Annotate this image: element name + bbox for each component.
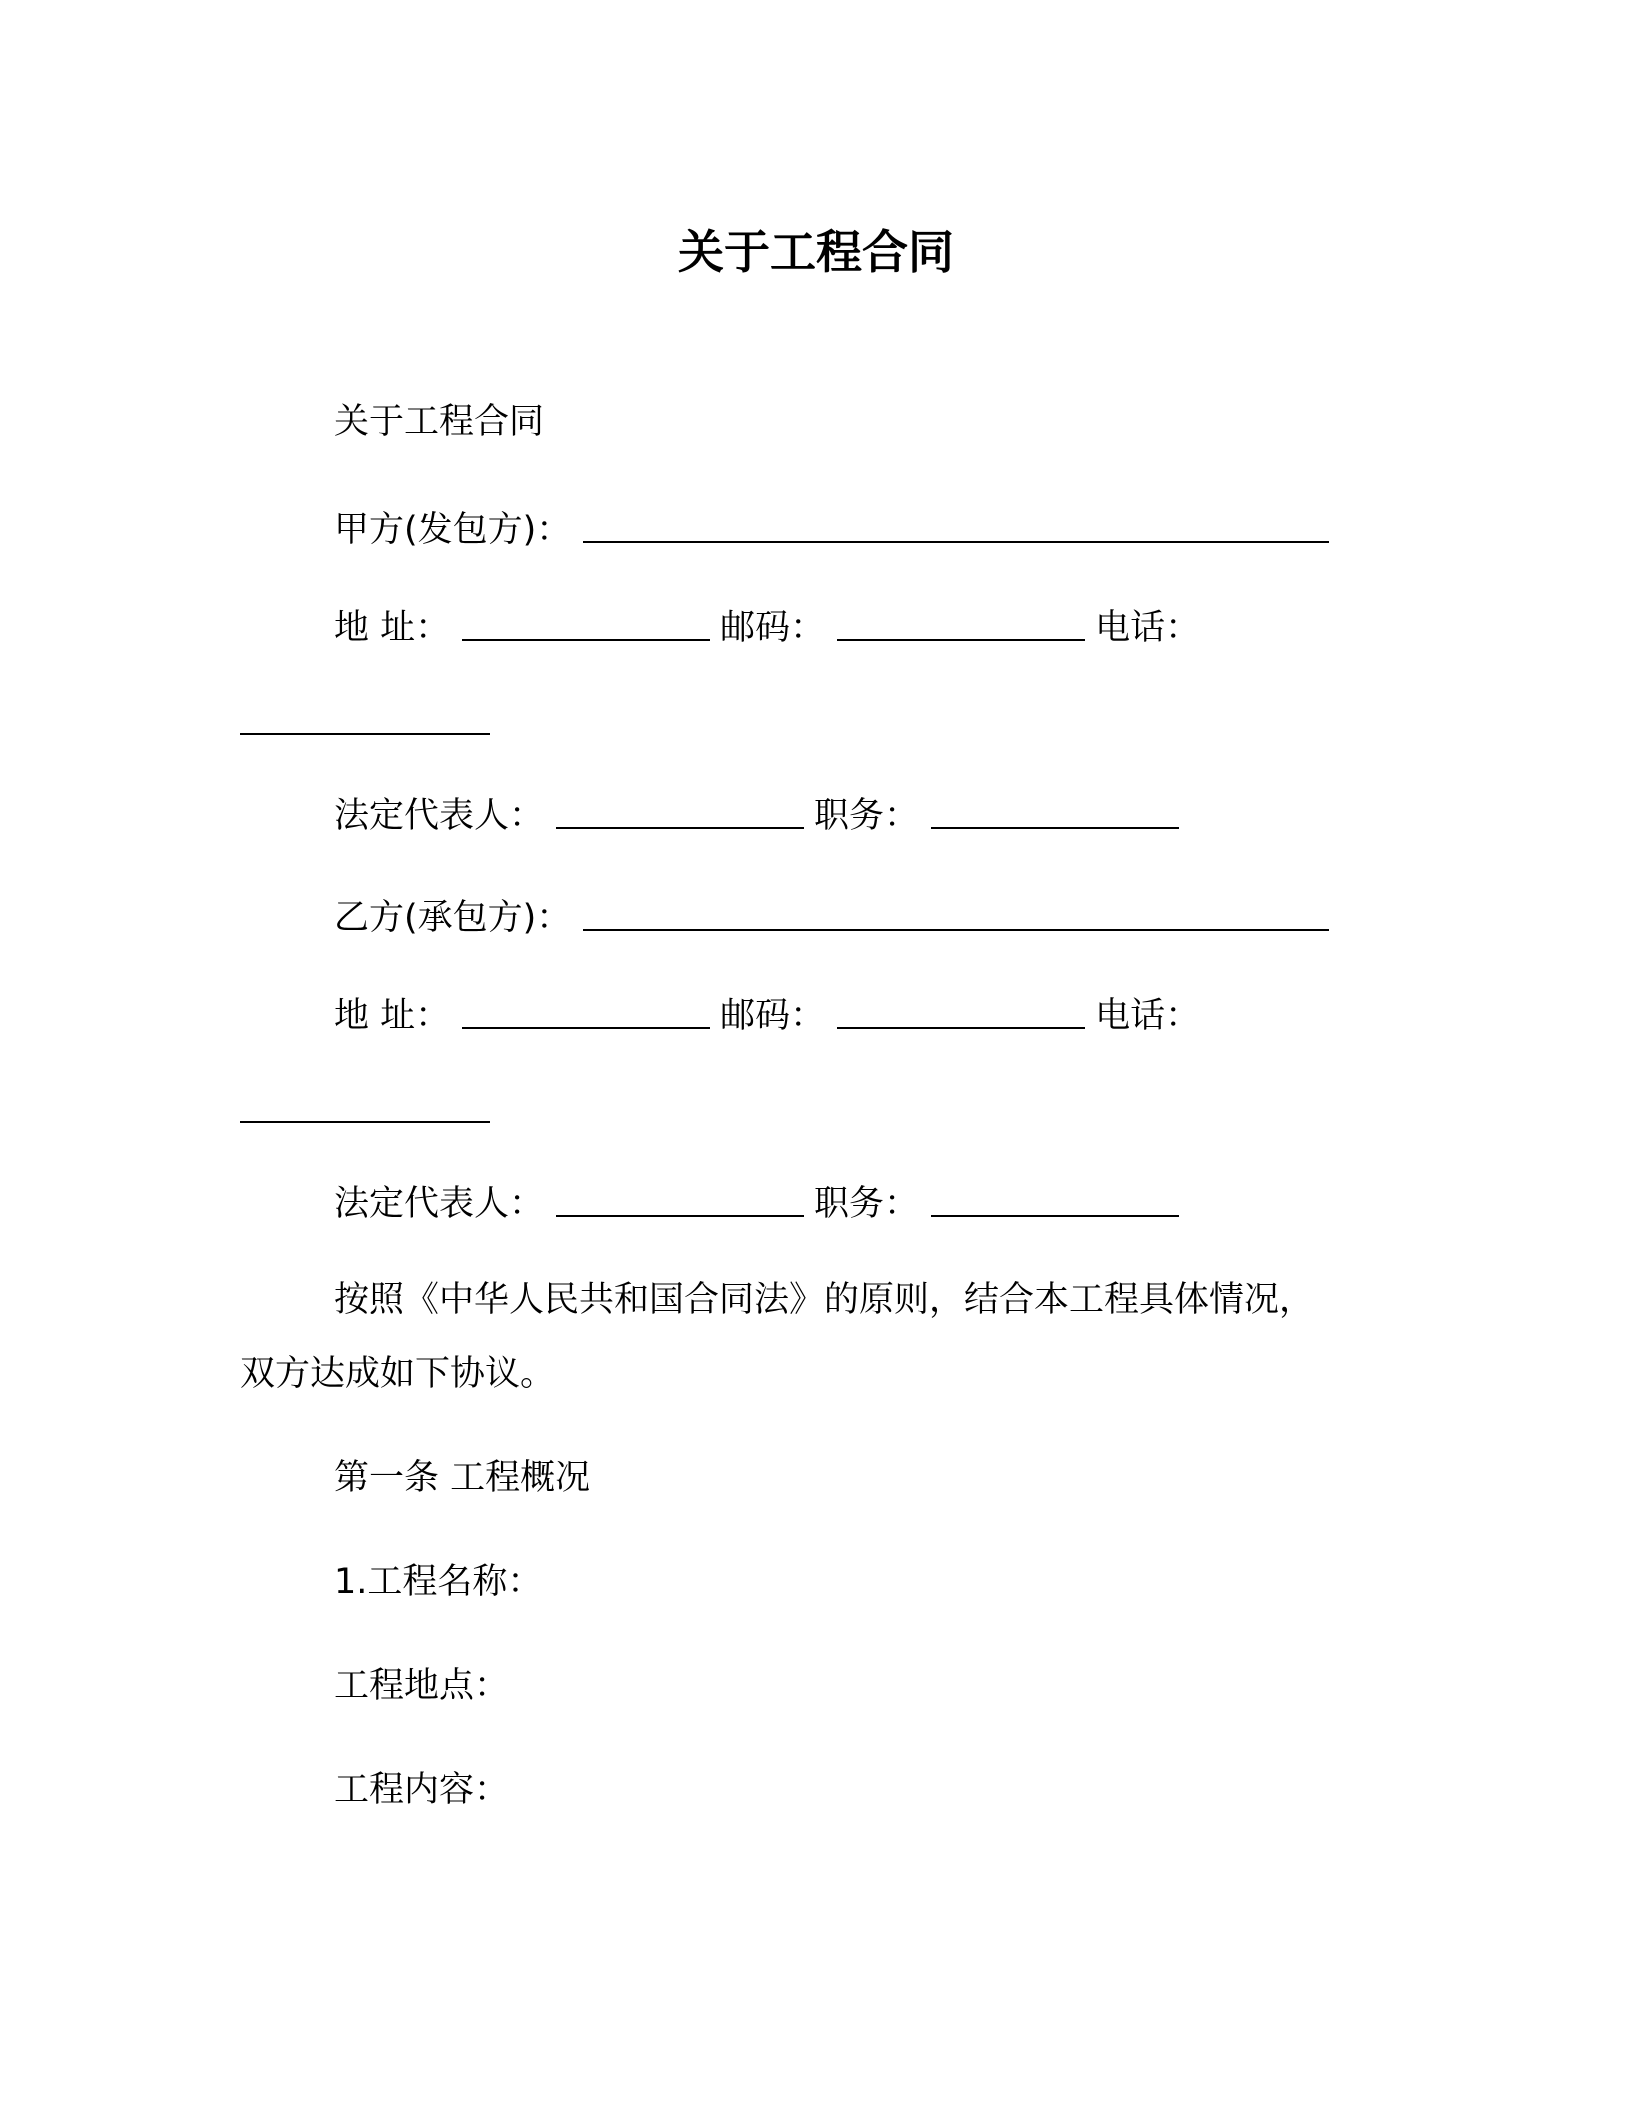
party-b-rep-label: 法定代表人： <box>334 1184 545 1224</box>
party-a-contact-line <box>334 606 1200 650</box>
party-a-address-blank[interactable] <box>462 609 710 641</box>
party-a-line <box>334 508 1329 552</box>
project-name-label: 1.工程名称： <box>334 1562 543 1602</box>
party-a-address-label: 地 址： <box>334 608 451 648</box>
article-1-heading: 第一条 工程概况 <box>334 1458 591 1498</box>
party-a-rep-line <box>334 794 1179 838</box>
party-a-position-blank[interactable] <box>931 797 1179 829</box>
preamble-line-1: 按照《中华人民共和国合同法》的原则，结合本工程具体情况， <box>334 1280 1315 1320</box>
preamble-line-2: 双方达成如下协议。 <box>240 1354 556 1394</box>
party-b-address-blank[interactable] <box>462 997 710 1029</box>
project-content-label: 工程内容： <box>334 1770 510 1810</box>
party-b-position-blank[interactable] <box>931 1185 1179 1217</box>
party-a-rep-label: 法定代表人： <box>334 796 545 836</box>
party-b-position-label: 职务： <box>814 1184 920 1224</box>
party-b-label: 乙方(承包方)： <box>334 898 572 938</box>
party-a-phone-line <box>240 700 490 744</box>
document-subtitle: 关于工程合同 <box>334 402 545 442</box>
party-a-phone-blank[interactable] <box>240 703 490 735</box>
party-b-contact-line <box>334 994 1200 1038</box>
party-b-rep-line <box>334 1182 1179 1226</box>
party-b-postcode-blank[interactable] <box>837 997 1085 1029</box>
party-a-postcode-blank[interactable] <box>837 609 1085 641</box>
party-a-phone-label: 电话： <box>1095 608 1201 648</box>
party-b-blank[interactable] <box>583 899 1329 931</box>
party-a-position-label: 职务： <box>814 796 920 836</box>
party-a-blank[interactable] <box>583 511 1329 543</box>
party-a-rep-blank[interactable] <box>556 797 804 829</box>
party-b-postcode-label: 邮码： <box>720 996 826 1036</box>
project-location-label: 工程地点： <box>334 1666 510 1706</box>
party-a-label: 甲方(发包方)： <box>334 510 572 550</box>
party-a-postcode-label: 邮码： <box>720 608 826 648</box>
party-b-phone-blank[interactable] <box>240 1091 490 1123</box>
party-b-phone-label: 电话： <box>1095 996 1201 1036</box>
party-b-phone-line <box>240 1088 490 1132</box>
document-title: 关于工程合同 <box>678 225 954 279</box>
party-b-address-label: 地 址： <box>334 996 451 1036</box>
party-b-rep-blank[interactable] <box>556 1185 804 1217</box>
party-b-line <box>334 896 1329 940</box>
